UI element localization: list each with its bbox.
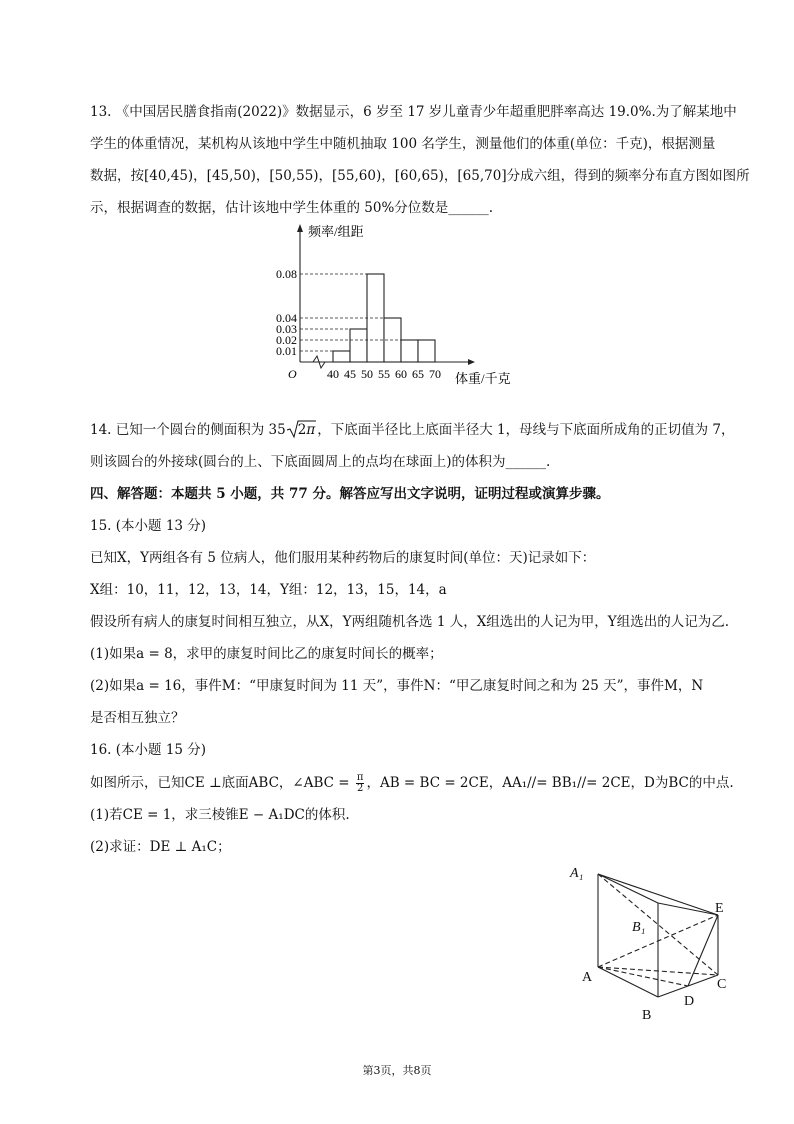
q15-part-2-cont: 是否相互独立？ <box>90 710 185 726</box>
label-a1: A₁ <box>570 866 584 881</box>
origin-label: O <box>288 367 297 381</box>
q15-line-3: 假设所有病人的康复时间相互独立，从X，Y两组随机各选 1 人，X组选出的人记为甲，Y组选出的人记为乙. <box>90 614 730 630</box>
x-tick-label: 70 <box>429 367 441 381</box>
q16-part-2: (2)求证：DE ⊥ A₁C； <box>90 839 231 855</box>
q13-line-1: 13. 《中国居民膳食指南(2022)》数据显示，6 岁至 17 岁儿童青少年超重肥胖率高达 19.0%.为了解某地中 <box>90 104 737 120</box>
x-tick-label: 50 <box>361 367 373 381</box>
q14-line-2: 则该圆台的外接球(圆台的上、下底面圆周上的点均在球面上)的体积为______. <box>90 454 551 470</box>
q16-part-1: (1)若CE = 1，求三棱锥E − A₁DC的体积. <box>90 807 350 823</box>
q15-title: 15. (本小题 13 分) <box>90 518 207 534</box>
y-tick-label: 0.03 <box>276 322 297 336</box>
q15-line-2: X组：10，11，12，13，14，Y组：12，13，15，14，a <box>90 582 447 598</box>
x-axis-arrow <box>468 359 475 365</box>
x-tick-label: 40 <box>327 367 339 381</box>
x-tick-label: 45 <box>344 367 356 381</box>
q15-part-2: (2)如果a = 16，事件M：“甲康复时间为 11 天”，事件N：“甲乙康复时间之和为 25 天”，事件M，N <box>90 678 704 694</box>
fraction-numerator: π <box>356 772 364 783</box>
q15-line-1: 已知X，Y两组各有 5 位病人，他们服用某种药物后的康复时间(单位：天)记录如下： <box>90 550 596 566</box>
q13-line-4: 示，根据调查的数据，估计该地中学生体重的 50%分位数是______. <box>90 200 494 216</box>
dashed-a-d <box>598 967 688 986</box>
q14-line-1 <box>90 421 734 439</box>
frequency-histogram <box>260 222 560 392</box>
x-tick-label: 60 <box>395 367 407 381</box>
label-c: C <box>717 977 727 992</box>
q13-line-3: 数据，按[40,45)，[45,50)，[50,55)，[55,60)，[60,65)，[65,70]分成六组，得到的频率分布直方图如图所 <box>90 168 750 184</box>
y-axis-title: 频率/组距 <box>308 224 364 239</box>
histogram-bar <box>350 329 367 362</box>
y-tick-label: 0.04 <box>276 311 297 325</box>
q14-text-a: 14. 已知一个圆台的侧面积为 35 <box>90 422 286 438</box>
q13-line-2: 学生的体重情况，某机构从该地中学生中随机抽取 100 名学生，测量他们的体重(单位：千克)，根据测量 <box>90 136 716 152</box>
y-tick-label: 0.08 <box>276 267 297 281</box>
fraction-denominator: 2 <box>356 783 364 794</box>
histogram-bar <box>333 351 350 362</box>
x-tick-label: 65 <box>412 367 424 381</box>
q14-text-b: ，下底面半径比上底面半径大 1，母线与下底面所成角的正切值为 7， <box>317 422 735 438</box>
q15-part-1: (1)如果a = 8，求甲的康复时间比乙的康复时间长的概率； <box>90 646 443 662</box>
pi-over-2 <box>356 773 365 794</box>
x-tick-label: 55 <box>378 367 390 381</box>
q16-title: 16. (本小题 15 分) <box>90 742 207 758</box>
label-b: B <box>642 1008 652 1023</box>
label-b1: B₁ <box>632 920 646 935</box>
sqrt-sign <box>286 420 316 439</box>
chart-layer <box>276 224 511 386</box>
y-tick-label: 0.01 <box>276 344 297 358</box>
prism-figure <box>560 855 740 1030</box>
section-4-heading: 四、解答题：本题共 5 小题，共 77 分。解答应写出文字说明，证明过程或演算步骤。 <box>90 486 610 502</box>
edge-a1-b1 <box>598 874 658 903</box>
label-d: D <box>684 994 695 1009</box>
edge-e-d <box>688 915 718 986</box>
q16-line-1 <box>90 773 734 794</box>
q16-text-a: 如图所示，已知CE ⊥底面ABC，∠ABC = <box>90 775 350 791</box>
histogram-bar <box>418 340 435 362</box>
label-e: E <box>715 901 724 916</box>
page-footer: 第3页，共8页 <box>362 1064 432 1077</box>
label-a: A <box>582 970 593 985</box>
edge-a-b <box>598 967 658 997</box>
y-axis-arrow <box>297 224 303 232</box>
q16-text-b: ，AB = BC = 2CE，AA₁//= BB₁//= 2CE，D为BC的中点. <box>366 775 734 791</box>
x-axis-title: 体重/千克 <box>455 371 511 386</box>
y-tick-label: 0.02 <box>276 333 297 347</box>
histogram-bar <box>401 340 418 362</box>
sqrt-2pi: 2π <box>286 421 315 439</box>
